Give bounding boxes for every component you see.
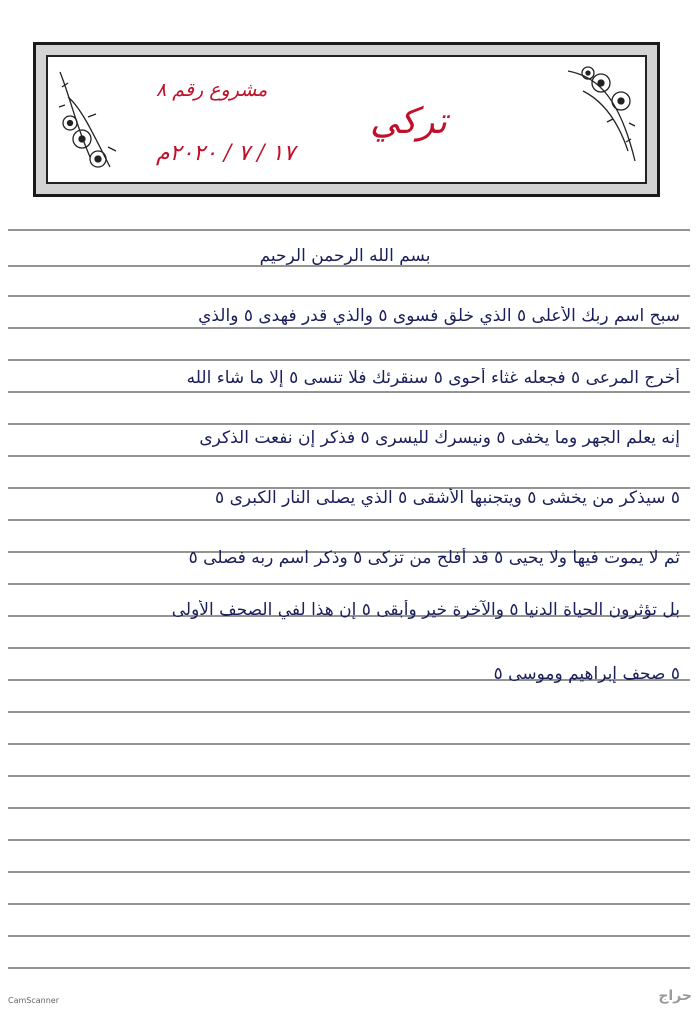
verse-line-4: ٥ سيذكر من يخشى ٥ ويتجنبها الأشقى ٥ الذي يصلى النار الكبرى ٥ <box>215 488 680 508</box>
basmala: بسم الله الرحمن الرحيم <box>259 246 431 266</box>
student-name: تركي <box>370 101 448 142</box>
verse-line-1: سبح اسم ربك الأعلى ٥ الذي خلق فسوى ٥ والذي قدر فهدى ٥ والذي <box>198 306 680 326</box>
verse-line-5: ثم لا يموت فيها ولا يحيى ٥ قد أفلح من تزكى ٥ وذكر اسم ربه فصلى ٥ <box>188 548 680 568</box>
scanner-watermark: CamScanner <box>8 996 60 1005</box>
project-number: مشروع رقم ٨ <box>156 79 268 101</box>
verse-line-2: أخرج المرعى ٥ فجعله غثاء أحوى ٥ سنقرئك فلا تنسى ٥ إلا ما شاء الله <box>186 368 680 388</box>
verse-line-7: ٥ صحف إبراهيم وموسى ٥ <box>493 664 680 684</box>
date-label: ١٧ / ٧ / ٢٠٢٠م <box>156 141 296 166</box>
verse-line-6: بل تؤثرون الحياة الدنيا ٥ والآخرة خير وأبقى ٥ إن هذا لفي الصحف الأولى <box>171 600 680 620</box>
site-watermark: حراج <box>658 988 692 1004</box>
verse-line-3: إنه يعلم الجهر وما يخفى ٥ ونيسرك لليسرى ٥ فذكر إن نفعت الذكرى <box>199 428 680 448</box>
